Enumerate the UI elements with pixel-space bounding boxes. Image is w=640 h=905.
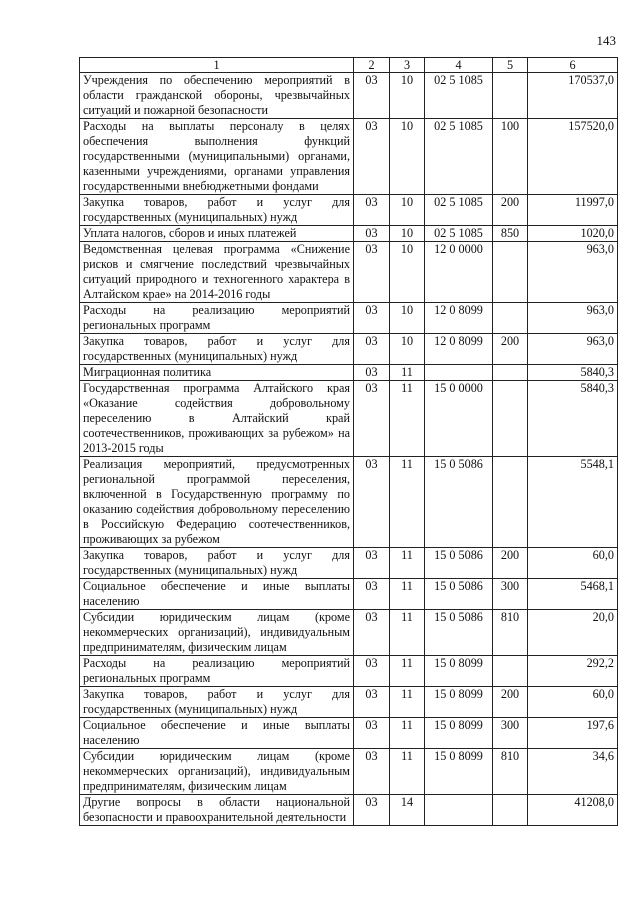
row-expense-type-cell xyxy=(493,656,528,687)
row-subsection-cell: 11 xyxy=(390,457,425,548)
row-section-cell: 03 xyxy=(354,548,390,579)
row-name-cell: Реализация мероприятий, предусмотренных региональной программой переселения, включенной в Государственную программу по оказанию содействия добровольному переселению в Российскую Федерацию соотечественников, проживающих за рубежом xyxy=(80,457,354,548)
table-row xyxy=(80,610,618,656)
row-name-cell: Закупка товаров, работ и услуг для государственных (муниципальных) нужд xyxy=(80,334,354,365)
row-section-cell: 03 xyxy=(354,334,390,365)
row-section-cell: 03 xyxy=(354,195,390,226)
row-subsection-cell: 10 xyxy=(390,195,425,226)
row-subsection-cell: 10 xyxy=(390,334,425,365)
row-amount-cell: 11997,0 xyxy=(528,195,618,226)
table-row xyxy=(80,795,618,826)
row-name-cell: Уплата налогов, сборов и иных платежей xyxy=(80,226,354,242)
row-section-cell: 03 xyxy=(354,381,390,457)
row-expense-type-cell: 200 xyxy=(493,195,528,226)
row-subsection-cell: 11 xyxy=(390,718,425,749)
row-target-article-cell: 15 0 8099 xyxy=(425,718,493,749)
row-subsection-cell: 10 xyxy=(390,242,425,303)
row-expense-type-cell xyxy=(493,73,528,119)
row-target-article-cell: 15 0 5086 xyxy=(425,457,493,548)
row-expense-type-cell xyxy=(493,457,528,548)
row-name-cell: Закупка товаров, работ и услуг для государственных (муниципальных) нужд xyxy=(80,195,354,226)
row-expense-type-cell xyxy=(493,381,528,457)
row-subsection-cell: 11 xyxy=(390,610,425,656)
table-body xyxy=(80,73,618,826)
row-expense-type-cell xyxy=(493,365,528,381)
row-expense-type-cell: 200 xyxy=(493,687,528,718)
row-name-cell: Государственная программа Алтайского края «Оказание содействия добровольному переселению в Алтайский край соотечественников, проживающих за рубежом» на 2013-2015 годы xyxy=(80,381,354,457)
row-section-cell: 03 xyxy=(354,579,390,610)
row-section-cell: 03 xyxy=(354,610,390,656)
row-expense-type-cell: 300 xyxy=(493,579,528,610)
row-target-article-cell: 02 5 1085 xyxy=(425,226,493,242)
row-amount-cell: 5548,1 xyxy=(528,457,618,548)
row-target-article-cell: 12 0 0000 xyxy=(425,242,493,303)
table-row xyxy=(80,119,618,195)
row-target-article-cell: 15 0 8099 xyxy=(425,749,493,795)
row-name-cell: Расходы на выплаты персоналу в целях обеспечения выполнения функций государственными (муниципальными) органами, казенными учреждениями, органами управления государственными внебюджетными фондами xyxy=(80,119,354,195)
row-amount-cell: 5468,1 xyxy=(528,579,618,610)
row-target-article-cell: 15 0 5086 xyxy=(425,548,493,579)
row-amount-cell: 157520,0 xyxy=(528,119,618,195)
column-header: 1 xyxy=(80,58,354,73)
row-subsection-cell: 14 xyxy=(390,795,425,826)
row-amount-cell: 60,0 xyxy=(528,687,618,718)
row-target-article-cell: 15 0 8099 xyxy=(425,656,493,687)
row-subsection-cell: 11 xyxy=(390,656,425,687)
row-subsection-cell: 11 xyxy=(390,548,425,579)
table-row xyxy=(80,687,618,718)
row-expense-type-cell: 100 xyxy=(493,119,528,195)
row-subsection-cell: 11 xyxy=(390,579,425,610)
row-expense-type-cell: 810 xyxy=(493,749,528,795)
column-header: 2 xyxy=(354,58,390,73)
row-name-cell: Субсидии юридическим лицам (кроме некоммерческих организаций), индивидуальным предпринимателям, физическим лицам xyxy=(80,749,354,795)
row-name-cell: Социальное обеспечение и иные выплаты населению xyxy=(80,718,354,749)
column-header: 3 xyxy=(390,58,425,73)
row-section-cell: 03 xyxy=(354,749,390,795)
row-target-article-cell: 15 0 8099 xyxy=(425,687,493,718)
row-section-cell: 03 xyxy=(354,365,390,381)
row-name-cell: Расходы на реализацию мероприятий региональных программ xyxy=(80,303,354,334)
table-row xyxy=(80,365,618,381)
row-expense-type-cell: 300 xyxy=(493,718,528,749)
row-section-cell: 03 xyxy=(354,303,390,334)
row-name-cell: Субсидии юридическим лицам (кроме некоммерческих организаций), индивидуальным предпринимателям, физическим лицам xyxy=(80,610,354,656)
row-expense-type-cell xyxy=(493,303,528,334)
table-header-row xyxy=(80,58,618,73)
row-amount-cell: 963,0 xyxy=(528,242,618,303)
table-row xyxy=(80,749,618,795)
row-section-cell: 03 xyxy=(354,73,390,119)
table-row xyxy=(80,457,618,548)
row-section-cell: 03 xyxy=(354,242,390,303)
row-subsection-cell: 11 xyxy=(390,687,425,718)
row-target-article-cell: 15 0 5086 xyxy=(425,610,493,656)
row-target-article-cell: 02 5 1085 xyxy=(425,119,493,195)
row-target-article-cell: 15 0 5086 xyxy=(425,579,493,610)
budget-table xyxy=(79,57,618,826)
table-row xyxy=(80,334,618,365)
row-amount-cell: 963,0 xyxy=(528,303,618,334)
row-name-cell: Закупка товаров, работ и услуг для государственных (муниципальных) нужд xyxy=(80,687,354,718)
row-target-article-cell xyxy=(425,795,493,826)
row-name-cell: Расходы на реализацию мероприятий региональных программ xyxy=(80,656,354,687)
row-section-cell: 03 xyxy=(354,795,390,826)
row-name-cell: Другие вопросы в области национальной безопасности и правоохранительной деятельности xyxy=(80,795,354,826)
row-target-article-cell xyxy=(425,365,493,381)
row-amount-cell: 197,6 xyxy=(528,718,618,749)
row-target-article-cell: 12 0 8099 xyxy=(425,303,493,334)
table-row xyxy=(80,73,618,119)
row-subsection-cell: 10 xyxy=(390,73,425,119)
row-expense-type-cell: 850 xyxy=(493,226,528,242)
row-amount-cell: 41208,0 xyxy=(528,795,618,826)
row-amount-cell: 1020,0 xyxy=(528,226,618,242)
row-subsection-cell: 11 xyxy=(390,381,425,457)
table-row xyxy=(80,226,618,242)
row-amount-cell: 34,6 xyxy=(528,749,618,795)
column-header: 5 xyxy=(493,58,528,73)
table-row xyxy=(80,656,618,687)
row-name-cell: Миграционная политика xyxy=(80,365,354,381)
table-row xyxy=(80,579,618,610)
row-subsection-cell: 10 xyxy=(390,226,425,242)
row-section-cell: 03 xyxy=(354,226,390,242)
row-name-cell: Закупка товаров, работ и услуг для государственных (муниципальных) нужд xyxy=(80,548,354,579)
row-amount-cell: 963,0 xyxy=(528,334,618,365)
row-target-article-cell: 02 5 1085 xyxy=(425,195,493,226)
table-row xyxy=(80,242,618,303)
table-row xyxy=(80,303,618,334)
row-subsection-cell: 10 xyxy=(390,303,425,334)
column-header: 6 xyxy=(528,58,618,73)
row-expense-type-cell: 810 xyxy=(493,610,528,656)
row-amount-cell: 5840,3 xyxy=(528,365,618,381)
row-expense-type-cell xyxy=(493,242,528,303)
page-number: 143 xyxy=(596,33,616,48)
row-section-cell: 03 xyxy=(354,656,390,687)
row-expense-type-cell: 200 xyxy=(493,548,528,579)
row-section-cell: 03 xyxy=(354,687,390,718)
row-subsection-cell: 11 xyxy=(390,749,425,795)
row-amount-cell: 292,2 xyxy=(528,656,618,687)
row-amount-cell: 60,0 xyxy=(528,548,618,579)
row-expense-type-cell: 200 xyxy=(493,334,528,365)
table-row xyxy=(80,718,618,749)
table-row xyxy=(80,381,618,457)
table-row xyxy=(80,195,618,226)
row-subsection-cell: 11 xyxy=(390,365,425,381)
row-target-article-cell: 12 0 8099 xyxy=(425,334,493,365)
row-section-cell: 03 xyxy=(354,119,390,195)
row-amount-cell: 170537,0 xyxy=(528,73,618,119)
row-name-cell: Ведомственная целевая программа «Снижение рисков и смягчение последствий чрезвычайных ситуаций природного и техногенного характера в Алтайском крае» на 2014-2016 годы xyxy=(80,242,354,303)
column-header: 4 xyxy=(425,58,493,73)
row-amount-cell: 20,0 xyxy=(528,610,618,656)
row-name-cell: Учреждения по обеспечению мероприятий в области гражданской обороны, чрезвычайных ситуаций и пожарной безопасности xyxy=(80,73,354,119)
row-section-cell: 03 xyxy=(354,457,390,548)
table-row xyxy=(80,548,618,579)
row-section-cell: 03 xyxy=(354,718,390,749)
row-target-article-cell: 02 5 1085 xyxy=(425,73,493,119)
row-subsection-cell: 10 xyxy=(390,119,425,195)
row-target-article-cell: 15 0 0000 xyxy=(425,381,493,457)
row-expense-type-cell xyxy=(493,795,528,826)
row-amount-cell: 5840,3 xyxy=(528,381,618,457)
row-name-cell: Социальное обеспечение и иные выплаты населению xyxy=(80,579,354,610)
